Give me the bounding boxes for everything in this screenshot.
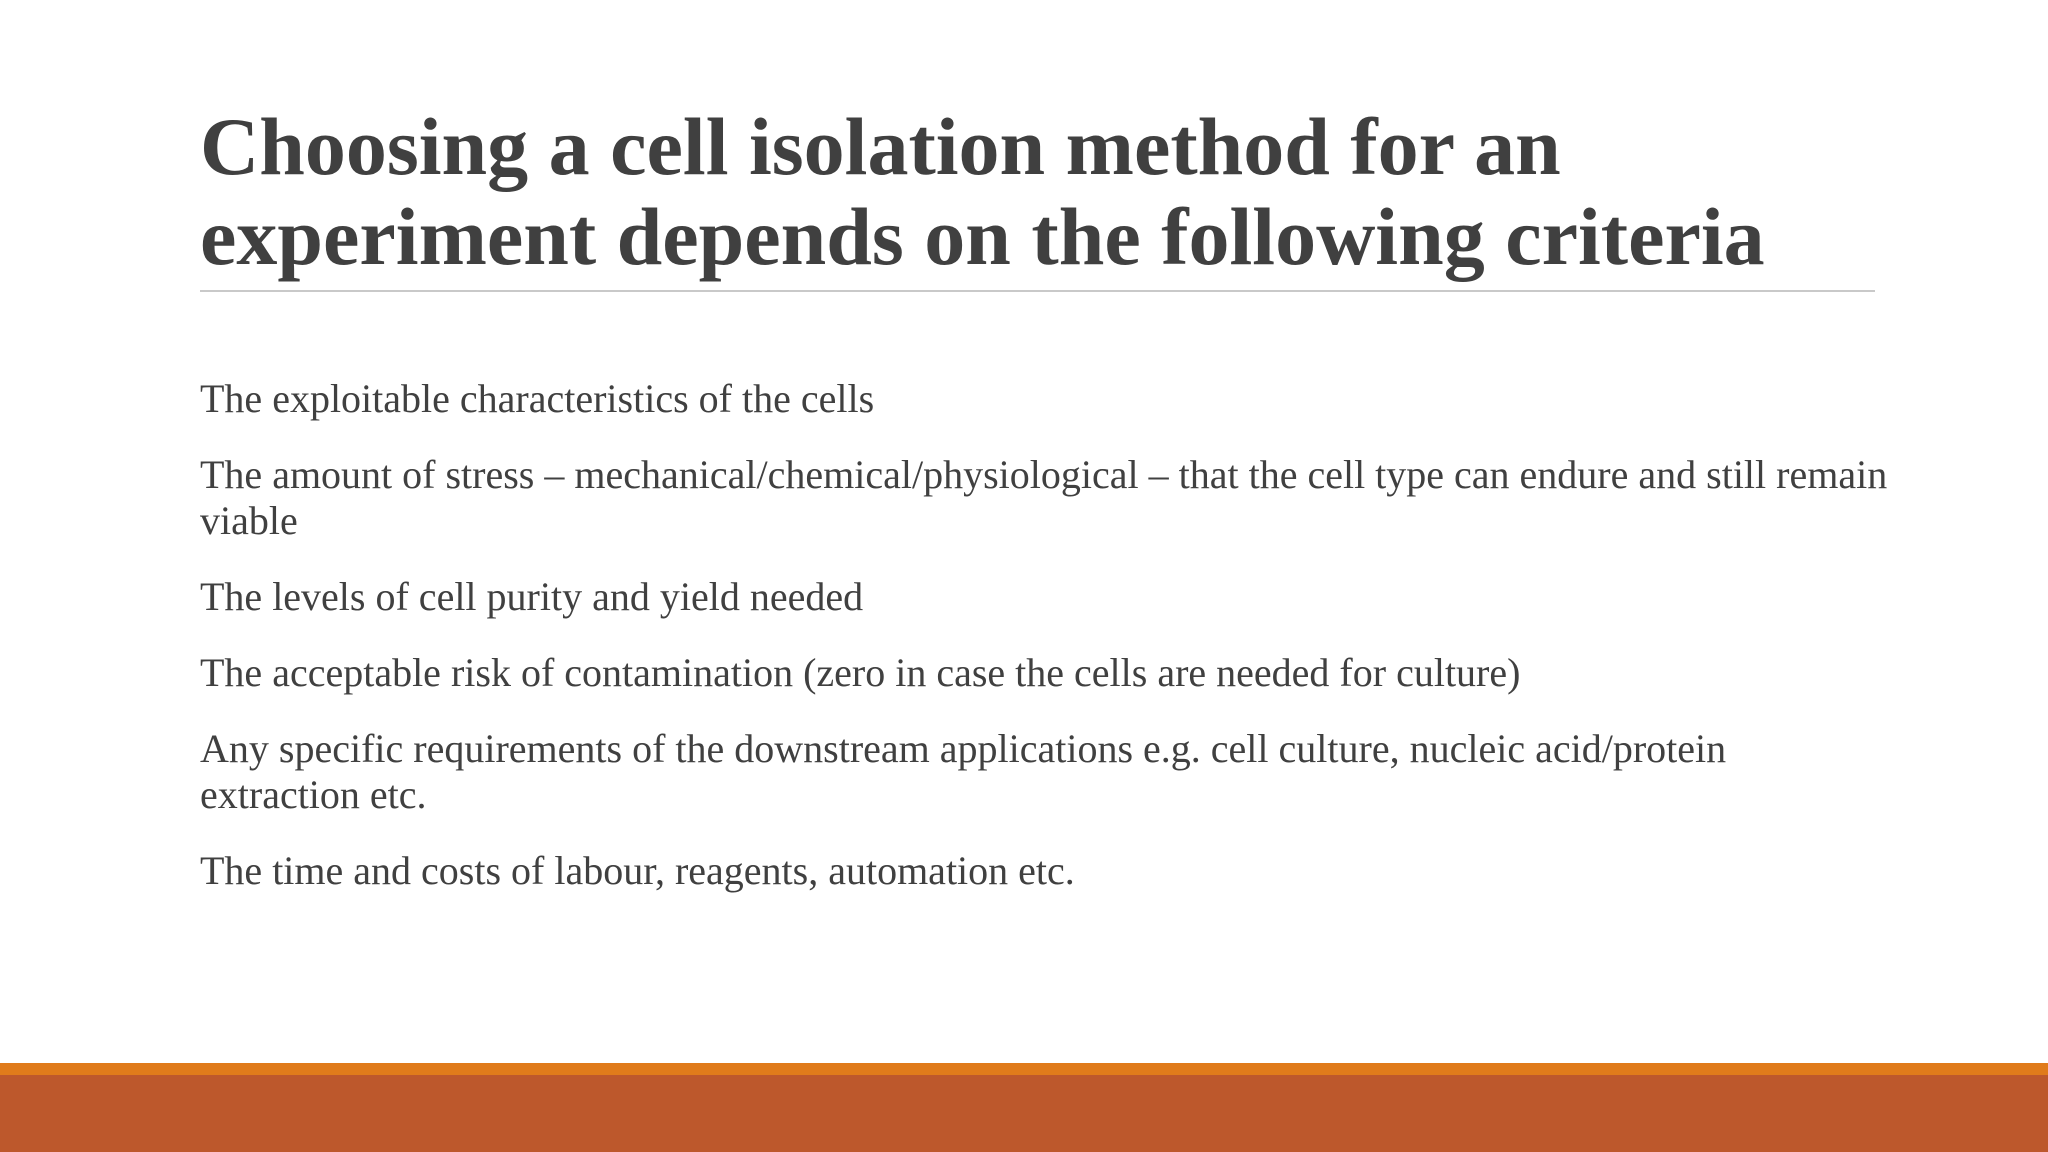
criteria-item: The amount of stress – mechanical/chemical/physiological – that the cell type can endure and still remain viable [200, 452, 1888, 543]
slide-title [200, 102, 1880, 282]
slide-title-line-2: experiment depends on the following criteria [200, 191, 1765, 282]
footer-bar [0, 1075, 2048, 1152]
footer-accent-stripe [0, 1063, 2048, 1075]
title-divider [200, 290, 1875, 292]
criteria-item: The acceptable risk of contamination (zero in case the cells are needed for culture) [200, 650, 1521, 695]
criteria-item: The time and costs of labour, reagents, automation etc. [200, 848, 1075, 893]
criteria-item: The exploitable characteristics of the cells [200, 376, 875, 421]
criteria-item: Any specific requirements of the downstream applications e.g. cell culture, nucleic acid/protein extraction etc. [200, 726, 1727, 817]
criteria-list [200, 376, 1890, 924]
slide-title-line-1: Choosing a cell isolation method for an [200, 101, 1561, 192]
criteria-item: The levels of cell purity and yield needed [200, 574, 864, 619]
